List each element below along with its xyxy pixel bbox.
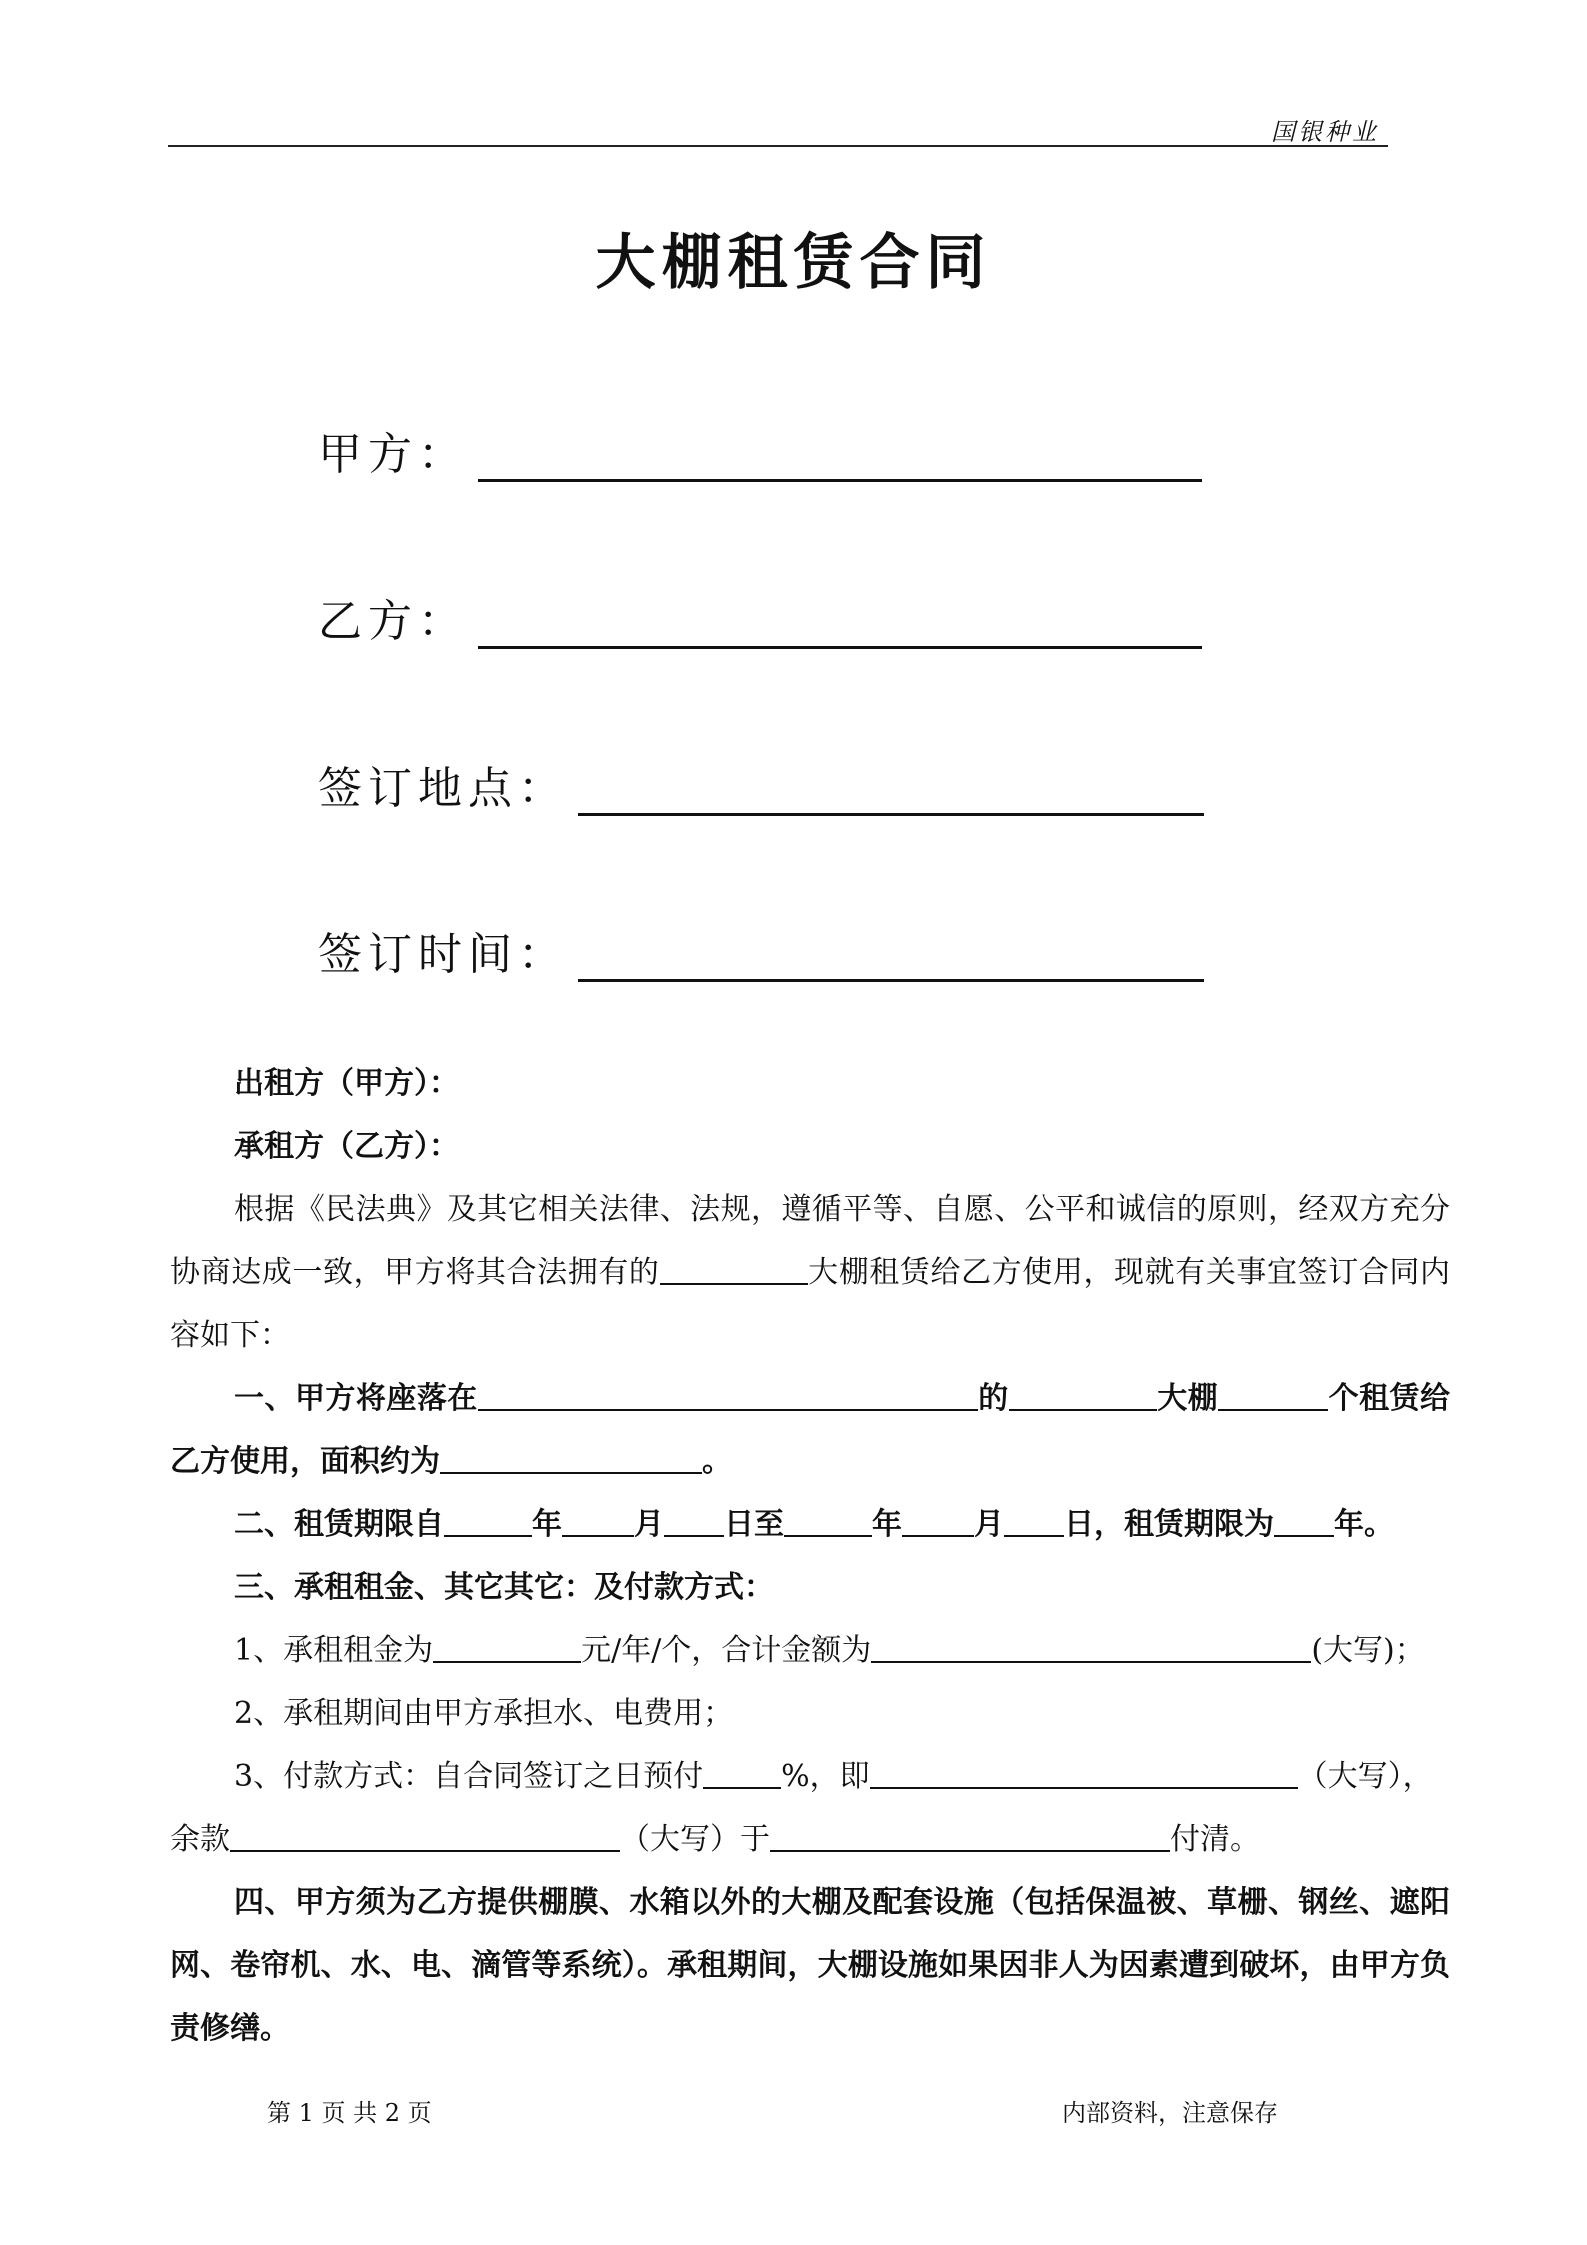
footer-page-info: 第 1 页 共 2 页: [267, 2099, 432, 2127]
lessee-line: 承租方（乙方）：: [234, 1129, 459, 1164]
cover-time: [318, 918, 1204, 982]
header-rule: [168, 145, 1388, 147]
clause-1-text-c: 大棚: [1156, 1381, 1219, 1416]
clause-1-text-e: 。: [702, 1444, 732, 1479]
clause-3-1-text-b: 元/年/个，合计金额为: [581, 1633, 872, 1668]
footer-notice: 内部资料，注意保存: [1062, 2099, 1278, 2127]
cover-party-b-label: 乙方：: [318, 596, 468, 647]
cover-party-a-blank[interactable]: [478, 479, 1202, 482]
term-years-blank[interactable]: [1274, 1509, 1334, 1537]
cover-time-label: 签订时间：: [318, 929, 568, 980]
clause-3-3: [170, 1745, 1450, 1808]
clause-2-day-to: 日至: [724, 1507, 784, 1542]
clause-3-4-text-c: 付清。: [1170, 1822, 1260, 1857]
greenhouse-type-blank[interactable]: [660, 1257, 808, 1285]
clause-3-1: [170, 1619, 1450, 1682]
cover-party-b-blank[interactable]: [478, 646, 1202, 649]
clause-1-text-b: 的: [977, 1381, 1009, 1416]
clause-3-heading: 三、承租租金、其它其它：及付款方式：: [234, 1570, 774, 1605]
clause-3-3-text-b: %，即: [781, 1759, 870, 1794]
clause-2: [170, 1493, 1450, 1556]
document-title: 大棚租赁合同: [595, 228, 992, 298]
clause-2-year: 年: [532, 1507, 562, 1542]
clause-3-3-text-a: 3、付款方式：自合同签订之日预付: [234, 1759, 704, 1794]
clause-2-year-2: 年: [872, 1507, 902, 1542]
balance-amount-blank[interactable]: [230, 1824, 620, 1852]
clause-3-3-text-c: （大写），: [1297, 1759, 1433, 1794]
clause-2-day: 日，租赁期限为: [1064, 1507, 1274, 1542]
cover-party-a-label: 甲方：: [318, 429, 468, 480]
clause-1-text-d: 个租赁给乙方使用，面积约为: [170, 1381, 1451, 1479]
clause-4: 四、甲方须为乙方提供棚膜、水箱以外的大棚及配套设施（包括保温被、草栅、钢丝、遮阳网、卷帘机、水、电、滴管等系统）。承租期间，大棚设施如果因非人为因素遭到破坏，由甲方负责修缮。: [170, 1885, 1450, 2046]
clause-3-1-text-c: (大写)；: [1311, 1633, 1425, 1668]
total-amount-blank[interactable]: [871, 1635, 1311, 1663]
clause-3-4-text-a: 余款: [170, 1822, 230, 1857]
rent-blank[interactable]: [433, 1635, 581, 1663]
start-month-blank[interactable]: [562, 1509, 634, 1537]
greenhouse-count-blank[interactable]: [1218, 1383, 1328, 1411]
location-blank[interactable]: [478, 1383, 978, 1411]
clause-2-text-a: 二、租赁期限自: [234, 1507, 444, 1542]
prepay-amount-blank[interactable]: [870, 1761, 1298, 1789]
clause-1-text-a: 一、甲方将座落在: [234, 1381, 478, 1416]
cover-time-blank[interactable]: [578, 979, 1204, 982]
clause-2-month-2: 月: [974, 1507, 1004, 1542]
header-company: 国银种业: [1271, 118, 1379, 146]
clause-3-4-text-b: （大写）于: [620, 1822, 770, 1857]
end-year-blank[interactable]: [784, 1509, 872, 1537]
clause-3-4: [170, 1808, 1450, 1871]
greenhouse-name-blank[interactable]: [1009, 1383, 1157, 1411]
start-year-blank[interactable]: [444, 1509, 532, 1537]
clause-1: [170, 1367, 1450, 1493]
cover-place: [318, 752, 1204, 816]
lessor-line: 出租方（甲方）：: [234, 1066, 459, 1101]
clause-2-month: 月: [634, 1507, 664, 1542]
cover-party-a: [318, 418, 1202, 482]
prepay-percent-blank[interactable]: [703, 1761, 781, 1789]
end-month-blank[interactable]: [902, 1509, 974, 1537]
cover-party-b: [318, 585, 1202, 649]
intro-paragraph: [170, 1178, 1450, 1367]
start-day-blank[interactable]: [664, 1509, 724, 1537]
clause-2-end: 年。: [1334, 1507, 1394, 1542]
cover-place-label: 签订地点：: [318, 763, 568, 814]
balance-date-blank[interactable]: [770, 1824, 1170, 1852]
clause-3-1-text-a: 1、承租租金为: [234, 1633, 434, 1668]
cover-place-blank[interactable]: [578, 813, 1204, 816]
contract-body: [170, 1052, 1450, 2060]
area-blank[interactable]: [440, 1446, 702, 1474]
end-day-blank[interactable]: [1004, 1509, 1064, 1537]
clause-3-2: 2、承租期间由甲方承担水、电费用；: [234, 1696, 734, 1731]
intro-text-2: 大棚租赁给乙方使用，现就有关事宜签订合同内容如下：: [170, 1255, 1451, 1353]
intro-text-1: 根据《民法典》及其它相关法律、法规，遵循平等、自愿、公平和诚信的原则，经双方充分协商达成一致，甲方将其合法拥有的: [170, 1192, 1450, 1290]
